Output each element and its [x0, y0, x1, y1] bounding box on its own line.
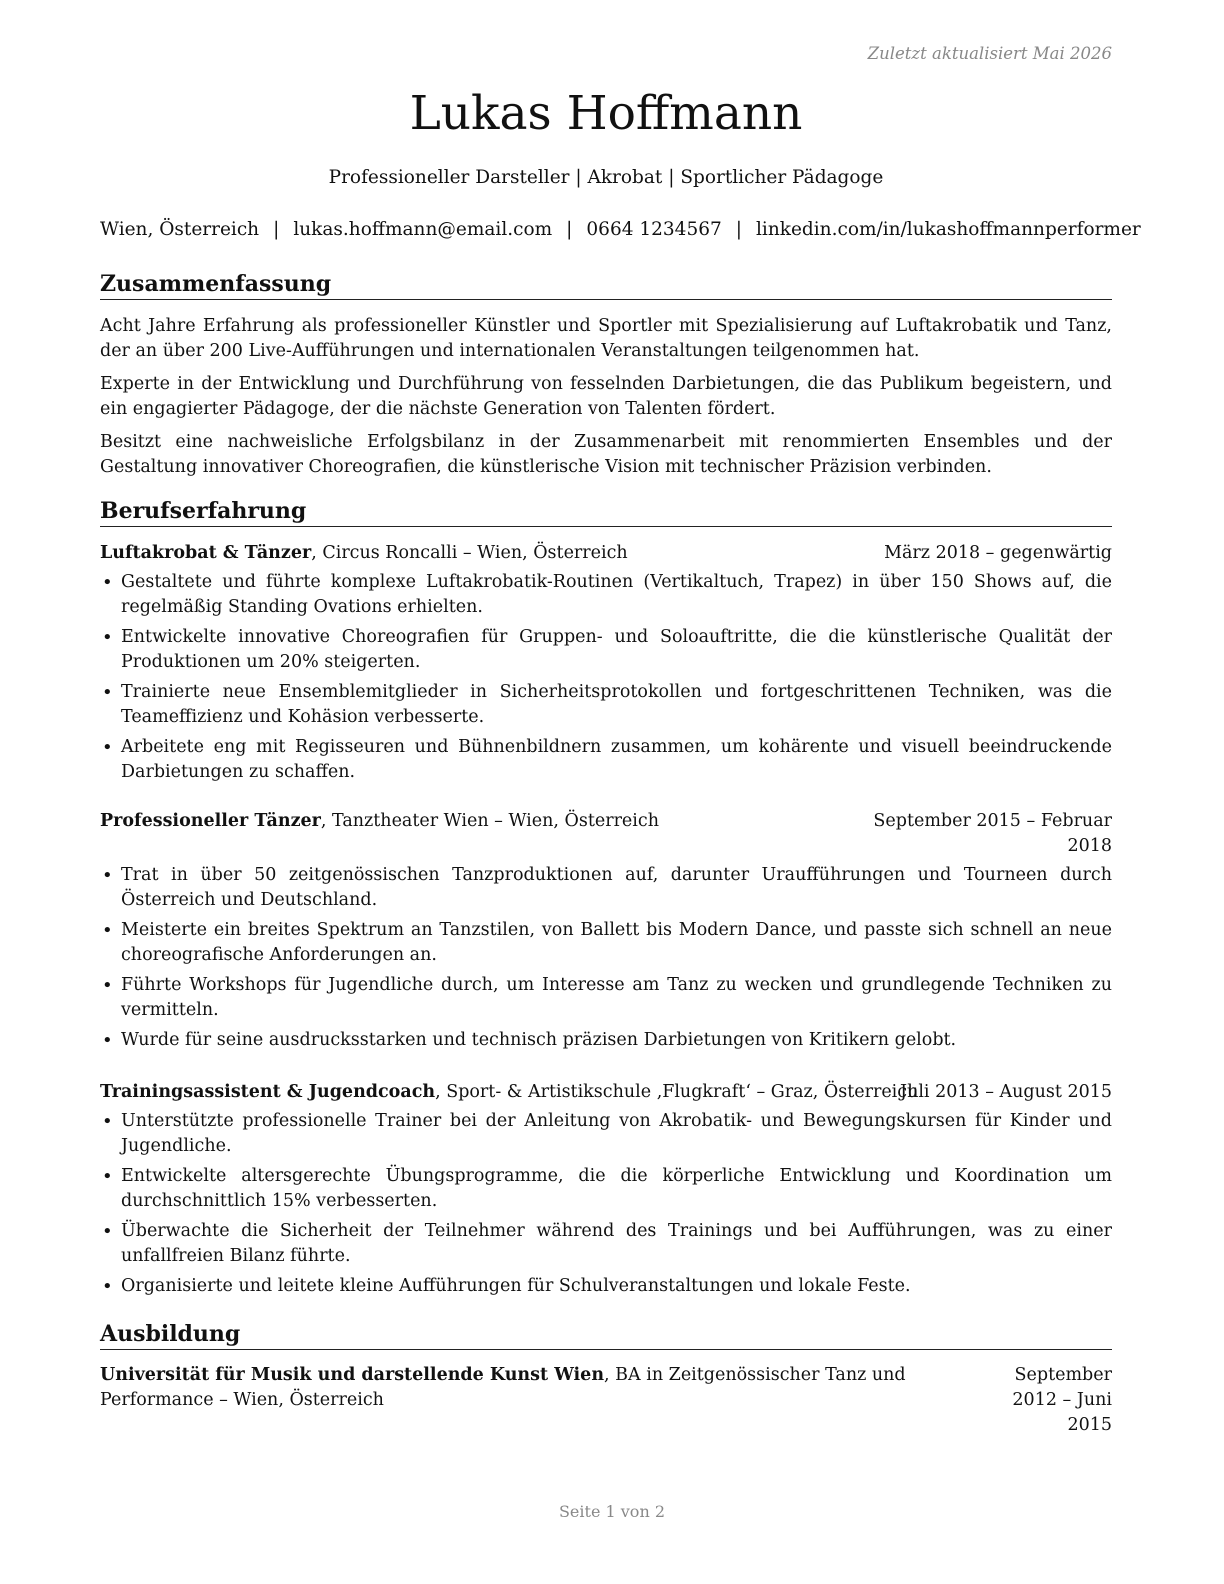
list-item: • Führte Workshops für Jugendliche durch, um Interesse am Tanz zu wecken und grundlegende Techniken zu vermitteln.	[100, 973, 1112, 1023]
job-role: Trainingsassistent & Jugendcoach	[100, 1082, 436, 1102]
list-item: • Trat in über 50 zeitgenössischen Tanzproduktionen auf, darunter Uraufführungen und Tourneen durch Österreich und Deutschland.	[100, 863, 1112, 913]
list-item: • Entwickelte innovative Choreografien für Gruppen- und Soloauftritte, die die künstlerische Qualität der Produktionen um 20% steigerten.	[100, 625, 1112, 675]
education-date: September 2012 – Juni 2015	[1012, 1365, 1112, 1435]
job-organization: , Tanztheater Wien – Wien, Österreich	[320, 811, 659, 831]
job-date: Juli 2013 – August 2015	[900, 1082, 1112, 1102]
separator: |	[566, 219, 573, 240]
list-item: • Trainierte neue Ensemblemitglieder in Sicherheitsprotokollen und fortgeschrittenen Techniken, was die Teameffizienz und Kohäsion verbesserte.	[100, 680, 1112, 730]
education-details	[100, 1363, 980, 1413]
list-item: • Arbeitete eng mit Regisseuren und Bühnenbildnern zusammen, um kohärente und visuell beeindruckende Darbietungen zu schaffen.	[100, 735, 1112, 785]
section-title: Berufserfahrung	[100, 497, 1112, 527]
tagline: Professioneller Darsteller | Akrobat | Sportlicher Pädagoge	[328, 167, 884, 188]
job-role: Luftakrobat & Tänzer	[100, 543, 312, 563]
education-section	[100, 1320, 1112, 1350]
list-item: • Wurde für seine ausdrucksstarken und technisch präzisen Darbietungen von Kritikern gelobt.	[100, 1028, 1112, 1053]
job-bullets	[100, 570, 1112, 785]
list-item: • Entwickelte altersgerechte Übungsprogramme, die die körperliche Entwicklung und Koordination um durchschnittlich 15% verbesserten.	[100, 1164, 1112, 1214]
summary-paragraph: Acht Jahre Erfahrung als professioneller Künstler und Sportler mit Spezialisierung auf Luftakrobatik und Tanz, der an über 200 Live-Aufführungen und internationalen Veranstaltungen teilgenommen hat.	[100, 316, 1112, 361]
list-item: • Gestaltete und führte komplexe Luftakrobatik-Routinen (Vertikaltuch, Trapez) in über 150 Shows auf, die regelmäßig Standing Ovations erhielten.	[100, 570, 1112, 620]
page-number: Seite 1 von 2	[558, 1502, 666, 1521]
location: Wien, Österreich	[100, 219, 260, 240]
job-entry	[100, 1080, 1112, 1304]
education-header	[100, 1363, 1112, 1435]
section-title: Ausbildung	[100, 1320, 1112, 1350]
school-name: Universität für Musik und darstellende Kunst Wien	[100, 1365, 605, 1385]
list-item: • Meisterte ein breites Spektrum an Tanzstilen, von Ballett bis Modern Dance, und passte sich schnell an neue choreografische Anforderungen an.	[100, 918, 1112, 968]
job-role: Professioneller Tänzer	[100, 811, 321, 831]
job-entry	[100, 541, 1112, 790]
job-organization: , Sport- & Artistikschule ‚Flugkraft‘ – Graz, Österreich	[435, 1082, 919, 1102]
experience-section	[100, 497, 1112, 527]
separator: |	[735, 219, 742, 240]
summary-paragraph: Besitzt eine nachweisliche Erfolgsbilanz in der Zusammenarbeit mit renommierten Ensembles und der Gestaltung innovativer Choreografien, die künstlerische Vision mit technischer Präzision verbinden.	[100, 432, 1112, 477]
education-entry	[100, 1363, 1112, 1435]
list-item: • Unterstützte professionelle Trainer bei der Anleitung von Akrobatik- und Bewegungskursen für Kinder und Jugendliche.	[100, 1109, 1112, 1159]
separator: |	[273, 219, 280, 240]
contact-line	[100, 219, 1141, 240]
email-link[interactable]: lukas.hoffmann@email.com	[293, 219, 553, 240]
job-date: September 2015 – Februar 2018	[873, 811, 1112, 856]
job-organization: , Circus Roncalli – Wien, Österreich	[311, 543, 628, 563]
job-entry	[100, 809, 1112, 1058]
job-header	[100, 809, 1112, 856]
summary-paragraph: Experte in der Entwicklung und Durchführung von fesselnden Darbietungen, die das Publikum begeistern, und ein engagierter Pädagoge, der die nächste Generation von Talenten fördert.	[100, 374, 1112, 419]
phone: 0664 1234567	[586, 219, 722, 240]
summary-section	[100, 270, 1112, 480]
job-bullets	[100, 863, 1112, 1053]
list-item: • Organisierte und leitete kleine Aufführungen für Schulveranstaltungen und lokale Feste.	[100, 1274, 1112, 1299]
job-header	[100, 1080, 1112, 1105]
degree: , BA in Zeitgenössischer Tanz und Performance – Wien, Österreich	[100, 1365, 906, 1410]
candidate-name: Lukas Hoffmann	[409, 86, 803, 141]
job-header	[100, 541, 1112, 566]
last-updated: Zuletzt aktualisiert Mai 2026	[867, 44, 1112, 63]
list-item: • Überwachte die Sicherheit der Teilnehmer während des Trainings und bei Aufführungen, was zu einer unfallfreien Bilanz führte.	[100, 1219, 1112, 1269]
section-title: Zusammenfassung	[100, 270, 1112, 300]
job-date: März 2018 – gegenwärtig	[884, 543, 1112, 563]
linkedin-link[interactable]: linkedin.com/in/lukashoffmannperformer	[756, 219, 1141, 240]
job-bullets	[100, 1109, 1112, 1299]
